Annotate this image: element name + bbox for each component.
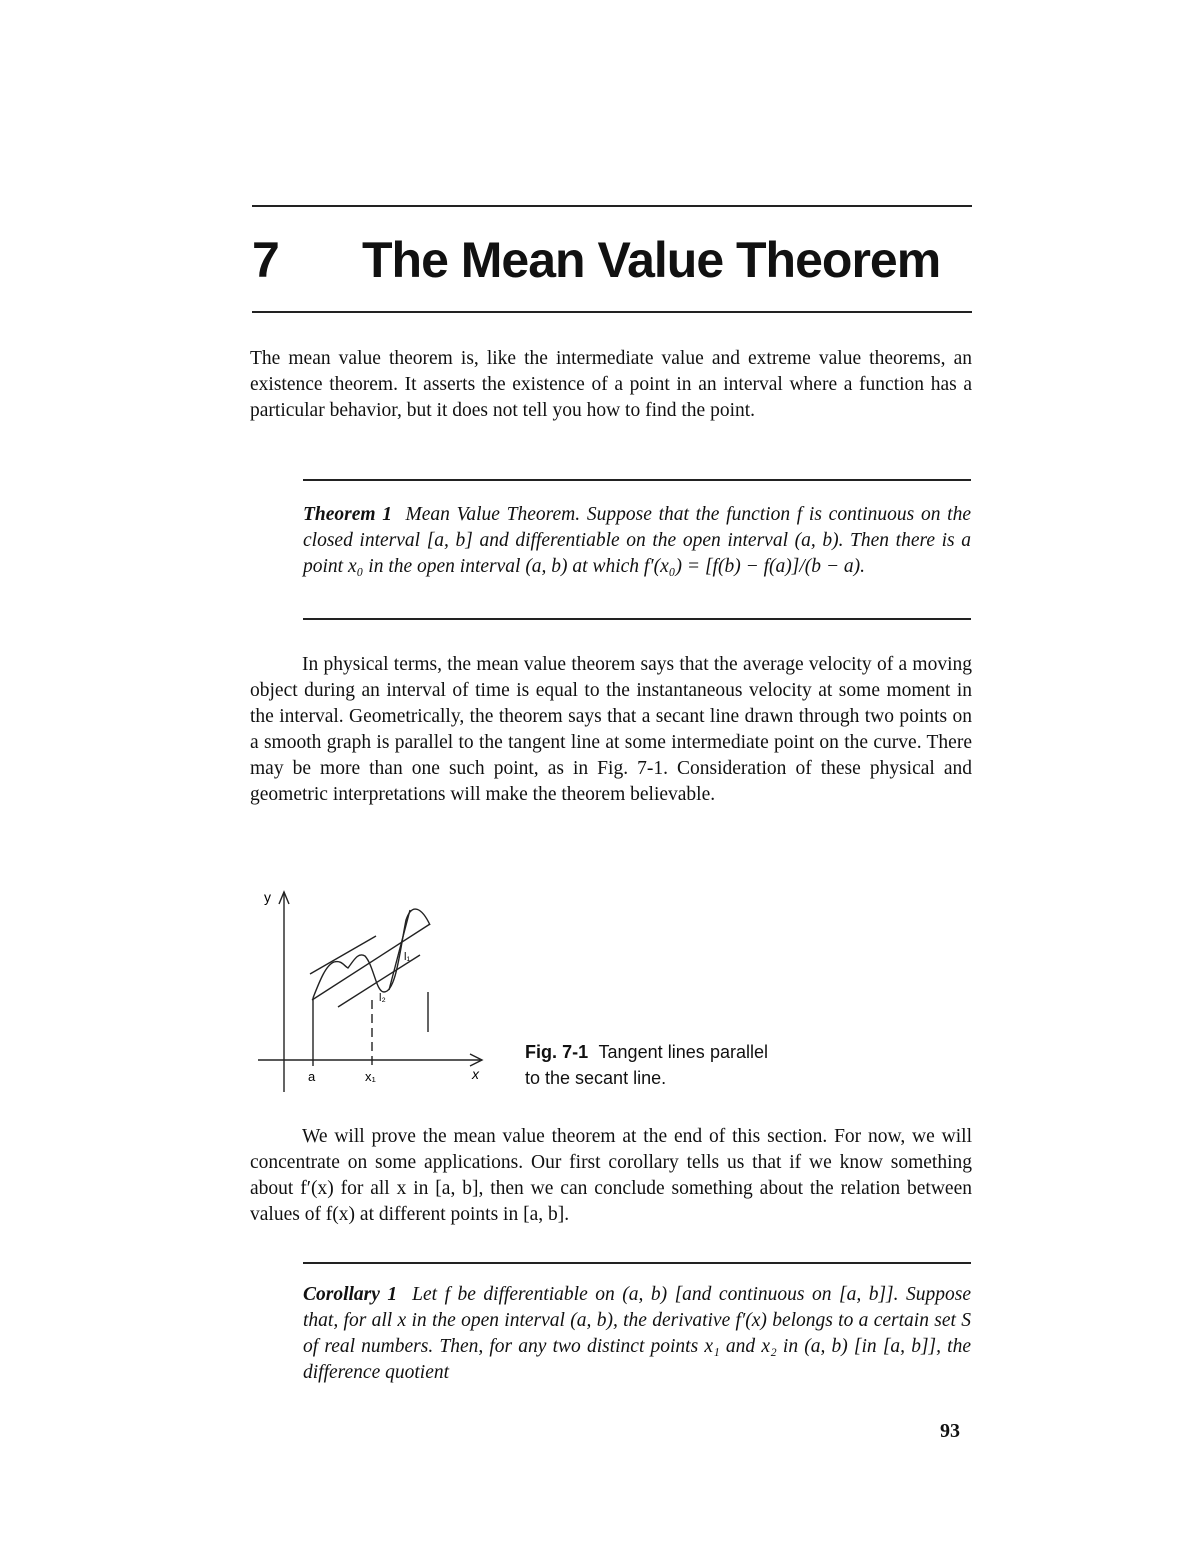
l1-label: l₁ [404, 951, 411, 963]
chapter-number: 7 [252, 232, 279, 288]
chapter-bottom-rule [252, 311, 972, 313]
physical-paragraph: In physical terms, the mean value theorem says that the average velocity of a moving object during an interval of time is equal to the instantaneous velocity at some moment in the interval. Geometrically, the theorem says that a secant line drawn through two points on a smooth graph is parallel to the tangent line at some intermediate point on the curve. There may be more than one such point, as in Fig. 7-1. Consideration of these physical and geometric interpretations will make the theorem believable. [250, 654, 972, 805]
tangent-line-steep [389, 910, 410, 990]
chapter-top-rule [252, 205, 972, 207]
function-curve [313, 909, 430, 998]
a-label: a [308, 1069, 316, 1084]
x-axis-label: x [472, 1066, 479, 1082]
theorem-text: Mean Value Theorem. Suppose that the function f is continuous on the closed interval [a, b] and differentiable on the open interval (a, b). Then there is a point x₀ in the open interval (a, b) at which f′(x₀) = [f(b) − f(a)]/(b − a). [303, 504, 972, 577]
figure-caption-text: Tangent lines parallel to the secant line. [525, 1042, 768, 1088]
l2-label: l₂ [379, 992, 386, 1004]
applications-paragraph: We will prove the mean value theorem at the end of this section. For now, we will concentrate on some applications. Our first corollary tells us that if we know something about f′(x) for all x in [a, b], then we can conclude something about the relation between values of f(x) at different points in [a, b]. [250, 1126, 972, 1225]
figure-number: Fig. 7-1 [525, 1042, 589, 1062]
corollary-text: Let f be differentiable on (a, b) [and continuous on [a, b]]. Suppose that, for all x in the open interval (a, b), the derivative f′(x) belongs to a certain set S of real numbers. Then, for any two distinct points x₁ and x₂ in (a, b) [in [a, b]], the difference quotient [303, 1284, 971, 1383]
figure-7-1 [250, 880, 490, 1100]
corollary-top-rule [303, 1262, 971, 1264]
chapter-title: The Mean Value Theorem [362, 232, 941, 288]
theorem-top-rule [303, 479, 971, 481]
figure-caption [525, 1039, 768, 1091]
page-number: 93 [940, 1420, 960, 1442]
theorem-label: Theorem 1 [303, 504, 393, 525]
tangent-line-l1 [310, 936, 376, 974]
x1-label: x₁ [365, 1069, 376, 1084]
intro-paragraph: The mean value theorem is, like the intermediate value and extreme value theorems, an existence theorem. It asserts the existence of a point in an interval where a function has a particular behavior, but it does not tell you how to find the point. [250, 348, 972, 421]
theorem-1 [303, 502, 971, 580]
theorem-bottom-rule [303, 618, 971, 620]
chapter-heading [252, 226, 972, 294]
corollary-1 [303, 1282, 971, 1386]
corollary-label: Corollary 1 [303, 1284, 398, 1305]
y-axis-label: y [264, 889, 271, 905]
